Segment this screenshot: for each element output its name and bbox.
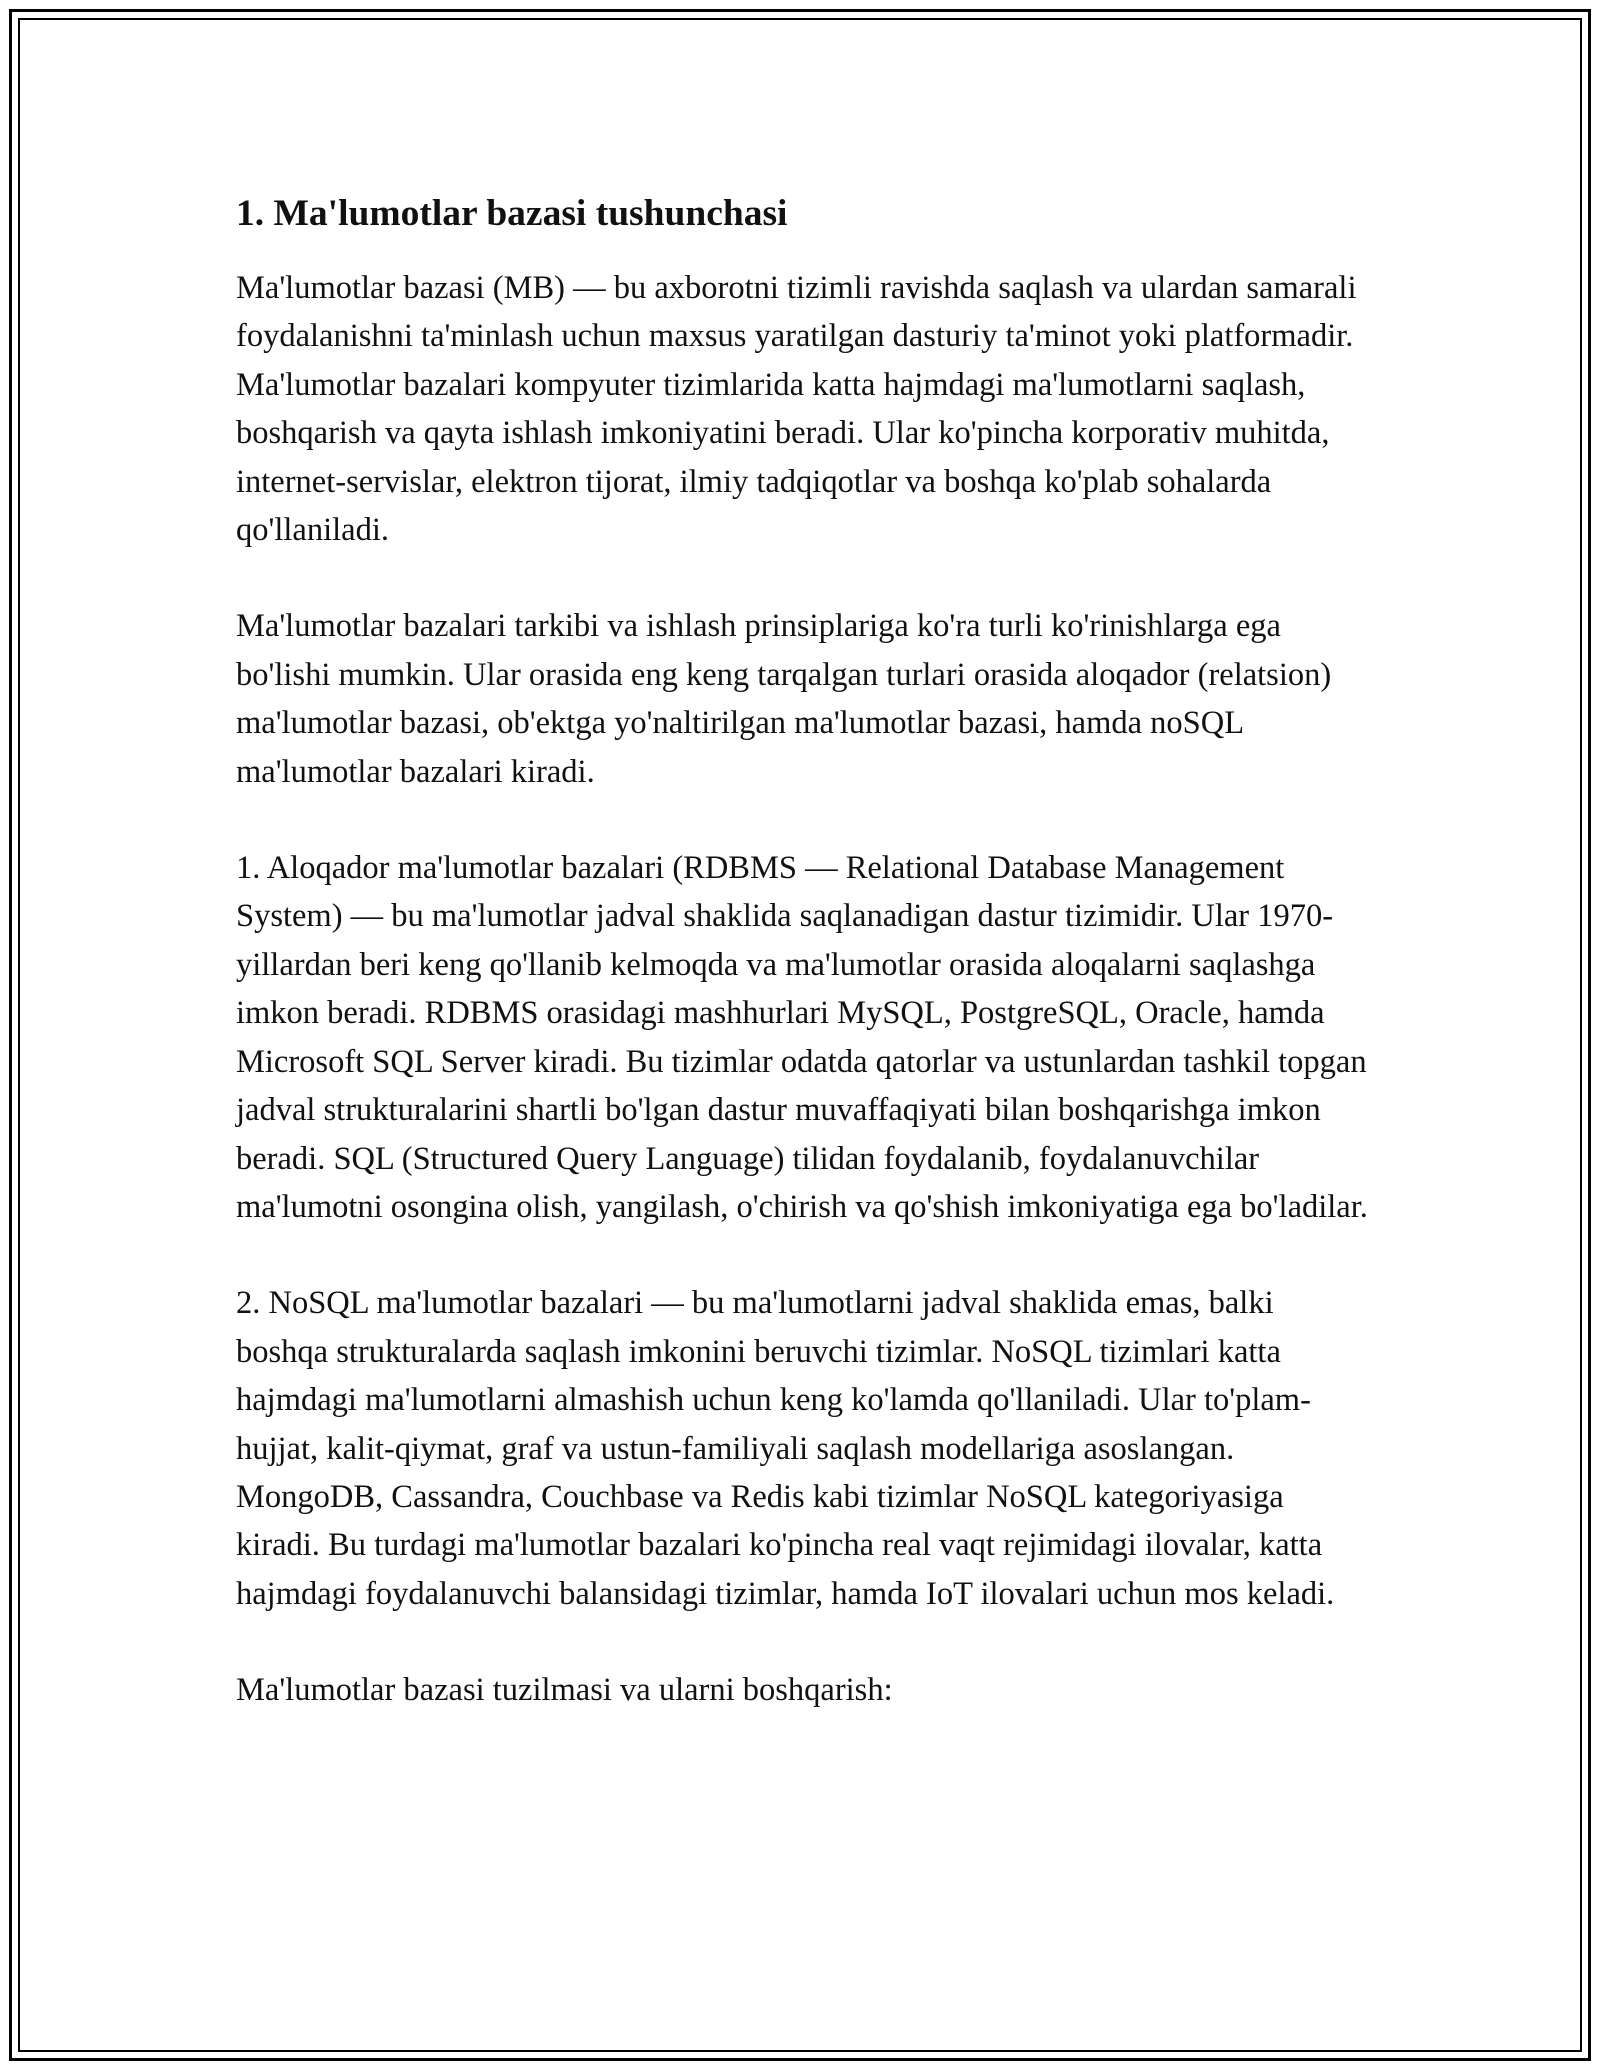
paragraph-types: Ma'lumotlar bazalari tarkibi va ishlash prinsiplariga ko'ra turli ko'rinishlarga ega bo'lishi mumkin. Ular orasida eng keng tarqalgan turlari orasida aloqador (relatsion) ma'lumotlar bazasi, ob'ektga yo'naltirilgan ma'lumotlar bazasi, hamda noSQL ma'lumotlar bazalari kiradi. xyxy=(236,608,1332,790)
paragraph-nosql: 2. NoSQL ma'lumotlar bazalari — bu ma'lumotlarni jadval shaklida emas, balki boshqa strukturalarda saqlash imkonini beruvchi tizimlar. NoSQL tizimlari katta hajmdagi ma'lumotlarni almashish uchun keng ko'lamda qo'llaniladi. Ular to'plam-hujjat, kalit-qiymat, graf va ustun-familiyali saqlash modellariga asoslangan. MongoDB, Cassandra, Couchbase va Redis kabi tizimlar NoSQL kategoriyasiga kiradi. Bu turdagi ma'lumotlar bazalari ko'pincha real vaqt rejimidagi ilovalar, katta hajmdagi foydalanuvchi balansidagi tizimlar, hamda IoT ilovalari uchun mos keladi. xyxy=(236,1285,1335,1612)
paragraph-rdbms: 1. Aloqador ma'lumotlar bazalari (RDBMS — Relational Database Management System) — bu ma'lumotlar jadval shaklida saqlanadigan dastur tizimidir. Ular 1970-yillardan beri keng qo'llanib kelmoqda va ma'lumotlar orasida aloqalarni saqlashga imkon beradi. RDBMS orasidagi mashhurlari MySQL, PostgreSQL, Oracle, hamda Microsoft SQL Server kiradi. Bu tizimlar odatda qatorlar va ustunlardan tashkil topgan jadval strukturalarini shartli bo'lgan dastur muvaffaqiyati bilan boshqarishga imkon beradi. SQL (Structured Query Language) tilidan foydalanib, foydalanuvchilar ma'lumotni osongina olish, yangilash, o'chirish va qo'shish imkoniyatiga ega bo'ladilar. xyxy=(236,850,1368,1225)
document-body xyxy=(236,186,1372,1763)
paragraph-intro: Ma'lumotlar bazasi (MB) — bu axborotni tizimli ravishda saqlash va ulardan samarali foydalanishni ta'minlash uchun maxsus yaratilgan dasturiy ta'minot yoki platformadir. Ma'lumotlar bazalari kompyuter tizimlarida katta hajmdagi ma'lumotlarni saqlash, boshqarish va qayta ishlash imkoniyatini beradi. Ular ko'pincha korporativ muhitda, internet-servislar, elektron tijorat, ilmiy tadqiqotlar va boshqa ko'plab sohalarda qo'llaniladi. xyxy=(236,270,1357,549)
paragraph-structure: Ma'lumotlar bazasi tuzilmasi va ularni boshqarish: xyxy=(236,1672,893,1709)
section-title: 1. Ma'lumotlar bazasi tushunchasi xyxy=(236,193,788,234)
